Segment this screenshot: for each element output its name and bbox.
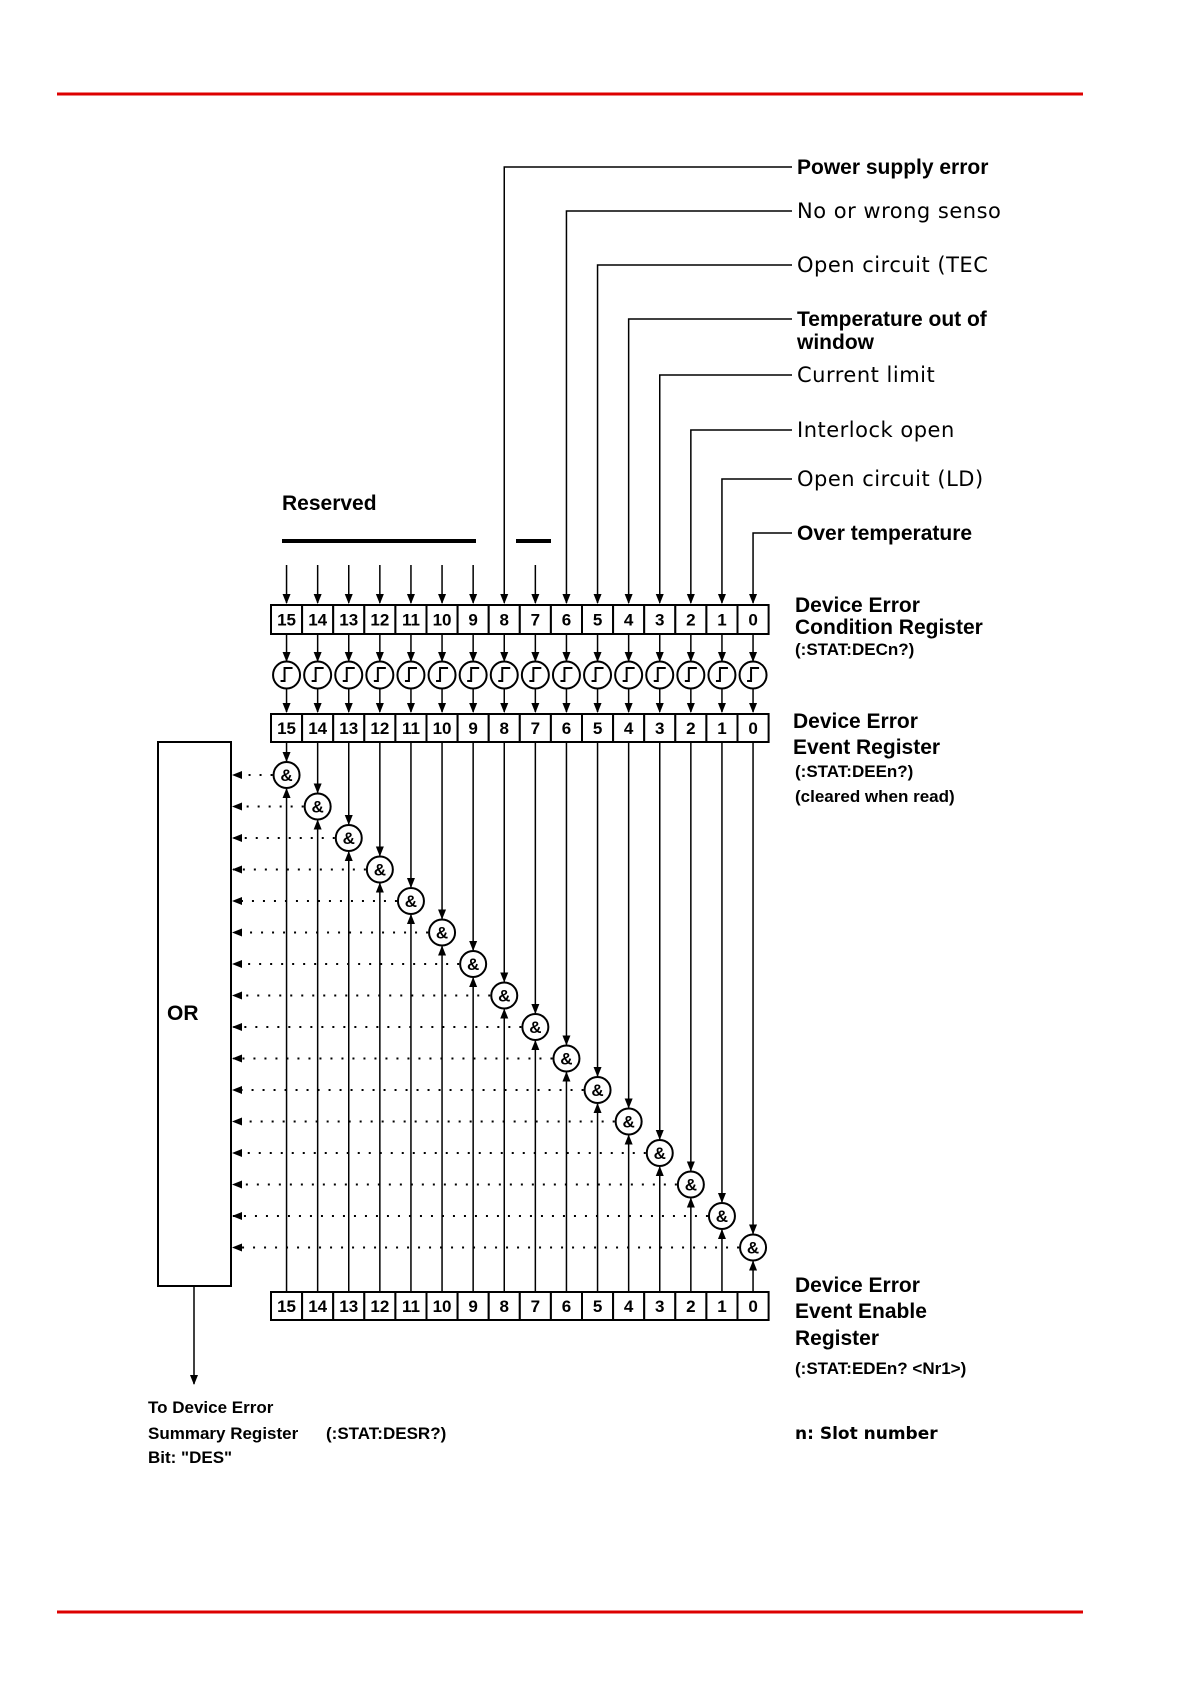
event-register-command: (:STAT:DEEn?) (795, 762, 914, 781)
event-register-title: Device Error (793, 710, 918, 733)
condition-bit-0: 0 (748, 610, 758, 630)
condition-bit-14: 14 (308, 610, 328, 630)
edge-detector-14 (304, 662, 331, 689)
edge-detector-9 (460, 662, 487, 689)
and-gate-symbol-8: & (498, 986, 511, 1006)
event-bit-13: 13 (339, 719, 359, 738)
condition-bit-11: 11 (401, 610, 420, 630)
condition-bit-6: 6 (561, 610, 572, 630)
and-gate-symbol-0: & (746, 1238, 760, 1258)
event-bit-15: 15 (277, 719, 297, 738)
leader-bit-3 (660, 375, 792, 603)
edge-detector-13 (335, 662, 362, 689)
enable-bit-2: 2 (686, 1297, 696, 1316)
enable-bit-1: 1 (717, 1297, 727, 1316)
condition-register-cells (271, 605, 769, 634)
edge-detector-1 (708, 662, 735, 689)
and-gate-symbol-13: & (342, 829, 355, 848)
enable-bit-15: 15 (277, 1297, 297, 1316)
event-register-note: (cleared when read) (795, 787, 955, 806)
bit-label-2: Interlock open (797, 418, 955, 442)
leader-bit-5 (598, 265, 792, 603)
event-register-cells (271, 714, 769, 742)
edge-detector-3 (646, 662, 673, 689)
leader-bit-8 (504, 167, 792, 603)
bit-label-3: Current limit (797, 363, 936, 387)
enable-bit-5: 5 (592, 1297, 603, 1316)
condition-bit-8: 8 (499, 610, 509, 630)
leader-bit-0 (753, 533, 792, 603)
bit-label-8: Power supply error (797, 156, 989, 179)
enable-register-title2: Event Enable (795, 1300, 927, 1323)
enable-bit-11: 11 (401, 1297, 420, 1316)
edge-detector-4 (615, 662, 642, 689)
enable-bit-4: 4 (623, 1297, 634, 1316)
condition-register-title2: Condition Register (795, 616, 983, 639)
event-bit-6: 6 (561, 719, 572, 738)
bit-label-1: Open circuit (LD) (797, 467, 984, 491)
condition-bit-15: 15 (277, 610, 297, 630)
event-bit-4: 4 (623, 719, 634, 738)
condition-bit-3: 3 (655, 610, 665, 630)
condition-register-title: Device Error (795, 594, 920, 617)
event-bit-12: 12 (370, 719, 390, 738)
and-gate-symbol-14: & (311, 797, 324, 817)
and-gates (233, 742, 766, 1292)
condition-register-command: (:STAT:DECn?) (795, 640, 915, 659)
event-bit-2: 2 (686, 719, 696, 738)
event-bit-11: 11 (401, 719, 420, 738)
and-gate-symbol-3: & (653, 1144, 666, 1163)
event-bit-8: 8 (499, 719, 509, 738)
condition-bit-2: 2 (686, 610, 696, 630)
edge-detector-7 (522, 662, 549, 689)
and-gate-symbol-10: & (435, 923, 449, 943)
edge-detector-15 (273, 662, 300, 689)
leader-bit-4 (629, 319, 792, 603)
event-bit-9: 9 (468, 719, 478, 738)
edge-detector-5 (584, 662, 611, 689)
leader-bit-6 (566, 211, 792, 603)
edge-detector-6 (553, 662, 580, 689)
enable-bit-10: 10 (432, 1297, 452, 1316)
event-bit-5: 5 (592, 719, 603, 738)
and-gate-symbol-7: & (529, 1018, 542, 1037)
bit-label-6: No or wrong senso (797, 199, 1002, 223)
and-gate-symbol-6: & (560, 1049, 573, 1069)
and-gate-symbol-5: & (591, 1081, 604, 1100)
edge-detector-2 (677, 662, 704, 689)
event-bit-14: 14 (308, 719, 328, 738)
enable-register-title: Device Error (795, 1274, 920, 1297)
enable-bit-0: 0 (748, 1297, 758, 1316)
event-bit-7: 7 (530, 719, 541, 738)
condition-bit-7: 7 (530, 610, 541, 630)
event-register-title2: Event Register (793, 736, 941, 759)
bit-label-0: Over temperature (797, 522, 973, 545)
enable-bit-6: 6 (561, 1297, 572, 1316)
condition-bit-12: 12 (370, 610, 390, 630)
bit-label-5: Open circuit (TEC (797, 253, 989, 277)
and-gate-symbol-4: & (622, 1112, 635, 1132)
enable-register-command: (:STAT:EDEn? <Nr1>) (795, 1359, 967, 1378)
summary-line1: To Device Error (148, 1398, 274, 1417)
condition-bit-5: 5 (592, 610, 603, 630)
enable-bit-3: 3 (655, 1297, 665, 1316)
slot-number-note: n: Slot number (795, 1424, 938, 1444)
event-bit-3: 3 (655, 719, 665, 738)
and-gate-symbol-9: & (467, 955, 480, 974)
and-gate-symbol-15: & (280, 766, 293, 785)
event-bit-0: 0 (748, 719, 758, 738)
summary-line3: Bit: "DES" (148, 1448, 233, 1467)
enable-bit-9: 9 (468, 1297, 478, 1316)
or-label: OR (167, 1002, 199, 1025)
leader-bit-1 (722, 479, 792, 603)
enable-register-title3: Register (795, 1327, 880, 1350)
enable-bit-14: 14 (308, 1297, 328, 1316)
summary-command: (:STAT:DESR?) (326, 1424, 447, 1443)
and-gate-symbol-11: & (404, 892, 418, 911)
enable-bit-8: 8 (499, 1297, 509, 1316)
event-bit-10: 10 (432, 719, 452, 738)
condition-bit-1: 1 (717, 610, 727, 630)
bit-label-4: Temperature out of (797, 308, 987, 331)
edge-detector-8 (491, 662, 518, 689)
condition-bit-4: 4 (623, 610, 634, 630)
bit-label-4-cont: window (797, 331, 874, 354)
condition-bit-9: 9 (468, 610, 478, 630)
and-gate-symbol-2: & (684, 1175, 697, 1195)
and-gate-symbol-1: & (715, 1207, 729, 1226)
reserved-label: Reserved (282, 492, 377, 515)
enable-bit-7: 7 (530, 1297, 541, 1316)
summary-line2: Summary Register (148, 1424, 299, 1443)
edge-detector-11 (397, 662, 424, 689)
bit-label-leaders (504, 156, 1001, 603)
leader-bit-2 (691, 430, 792, 603)
enable-register-cells (271, 1292, 769, 1320)
edge-detectors (273, 634, 767, 712)
event-bit-1: 1 (717, 719, 727, 738)
condition-bit-13: 13 (339, 610, 359, 630)
enable-bit-13: 13 (339, 1297, 359, 1316)
edge-detector-12 (366, 662, 393, 689)
and-gate-symbol-12: & (373, 860, 386, 880)
enable-bit-12: 12 (370, 1297, 390, 1316)
register-inputs (287, 565, 536, 603)
edge-detector-0 (740, 662, 767, 689)
edge-detector-10 (429, 662, 456, 689)
condition-bit-10: 10 (432, 610, 452, 630)
